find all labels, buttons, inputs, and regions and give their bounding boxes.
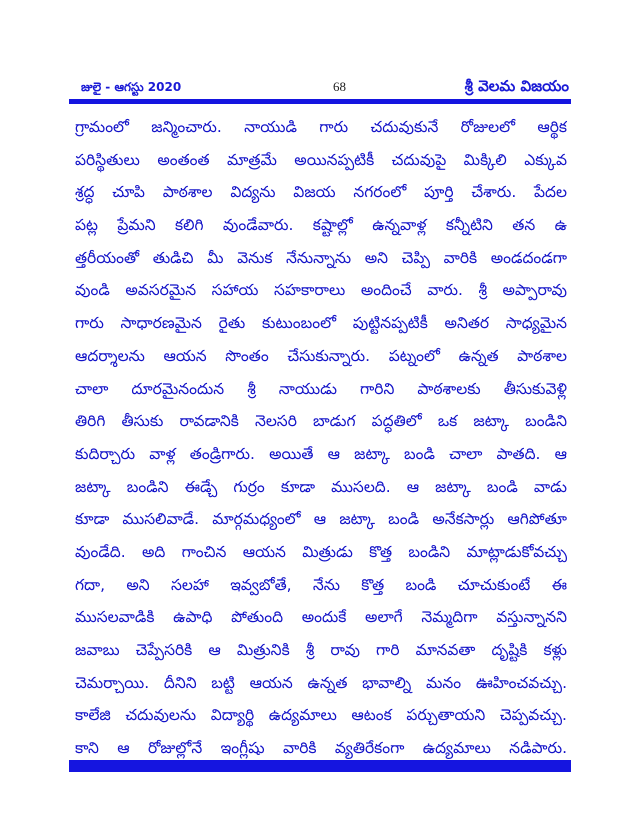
text-line: చాలా దూరమైనందున శ్రీ నాయుడు గారిని పాఠశాలకు తీసుకువెళ్లి [75,379,567,398]
text-line: తిరిగి తీసుకు రావడానికి నెలసరి బాడుగ పద్ధతిలో ఒక జట్కా బండిని [75,412,567,431]
text-line: త్తరీయంతో తుడిచి మీ వెనుక నేనున్నాను అని చెప్పి వారికి అండదండగా [75,248,567,267]
text-line: జవాబు చెప్పేసరికి ఆ మిత్రునికి శ్రీ రావు గారి మానవతా దృష్టికి కళ్లు [75,641,567,659]
magazine-title: శ్రీ వెలమ విజయం [464,77,569,95]
text-line: ముసలవాడికి ఉపాధి పోతుంది అందుకే అలాగే నెమ్మదిగా వస్తున్నానని [75,608,567,627]
issue-date: జులై - ఆగస్టు 2020 [81,80,182,94]
page-number: 68 [333,79,346,94]
text-line: కాని ఆ రోజుల్లోనే ఇంగ్లీషు వారికి వ్యతిరేకంగా ఉద్యమాలు నడిపారు. [75,739,567,758]
text-line: ఆదర్శాలను ఆయన సొంతం చేసుకున్నారు. పట్నంలో ఉన్నత పాఠశాల [75,346,567,365]
text-line: చెమర్చాయి. దీనిని బట్టి ఆయన ఉన్నత భావాల్ని మనం ఊహించవచ్చు. [75,673,567,692]
text-line: జట్కా బండిని ఈడ్చే గుర్రం కూడా ముసలది. ఆ జట్కా బండి వాడు [75,477,567,496]
text-line: కుదిర్చారు వాళ్ల తండ్రిగారు. అయితే ఆ జట్కా బండి చాలా పాతది. ఆ [75,444,567,463]
footer-rule [69,760,571,772]
text-line: కాలేజి చదువులను విద్యార్థి ఉద్యమాలు ఆటంక పర్చుతాయని చెప్పవచ్చు. [75,706,567,725]
page-header [69,77,571,99]
text-line: శ్రద్ధ చూపి పాఠశాల విద్యను విజయ నగరంలో పూర్తి చేశారు. పేదల [75,183,567,202]
text-line: గ్రామంలో జన్మించారు. నాయుడి గారు చదువుకునే రోజులలో ఆర్థిక [75,118,567,136]
text-line: గదా, అని సలహా ఇవ్వబోతే, నేను కొత్త బండి చూచుకుంటే ఈ [75,575,567,594]
article-body [75,111,567,765]
text-line: వుండేది. అది గాంచిన ఆయన మిత్రుడు కొత్త బండిని మాట్లాడుకోవచ్చు [75,542,567,561]
text-line: పట్ల ప్రేమని కలిగి వుండేవారు. కష్టాల్లో ఉన్నవాళ్ల కన్నీటిని తన ఉ [75,216,567,235]
text-line: వుండి అవసరమైన సహాయ సహకారాలు అందించే వారు. శ్రీ అప్పారావు [75,281,567,300]
text-line: పరిస్థితులు అంతంత మాత్రమే అయినప్పటికీ చదువుపై మిక్కిలి ఎక్కువ [75,150,567,169]
text-line: కూడా ముసలివాడే. మార్గమధ్యంలో ఆ జట్కా బండి అనేకసార్లు ఆగిపోతూ [75,510,567,529]
header-rule [69,99,571,104]
text-line: గారు సాధారణమైన రైతు కుటుంబంలో పుట్టినప్పటికీ అనితర సాధ్యమైన [75,314,567,333]
